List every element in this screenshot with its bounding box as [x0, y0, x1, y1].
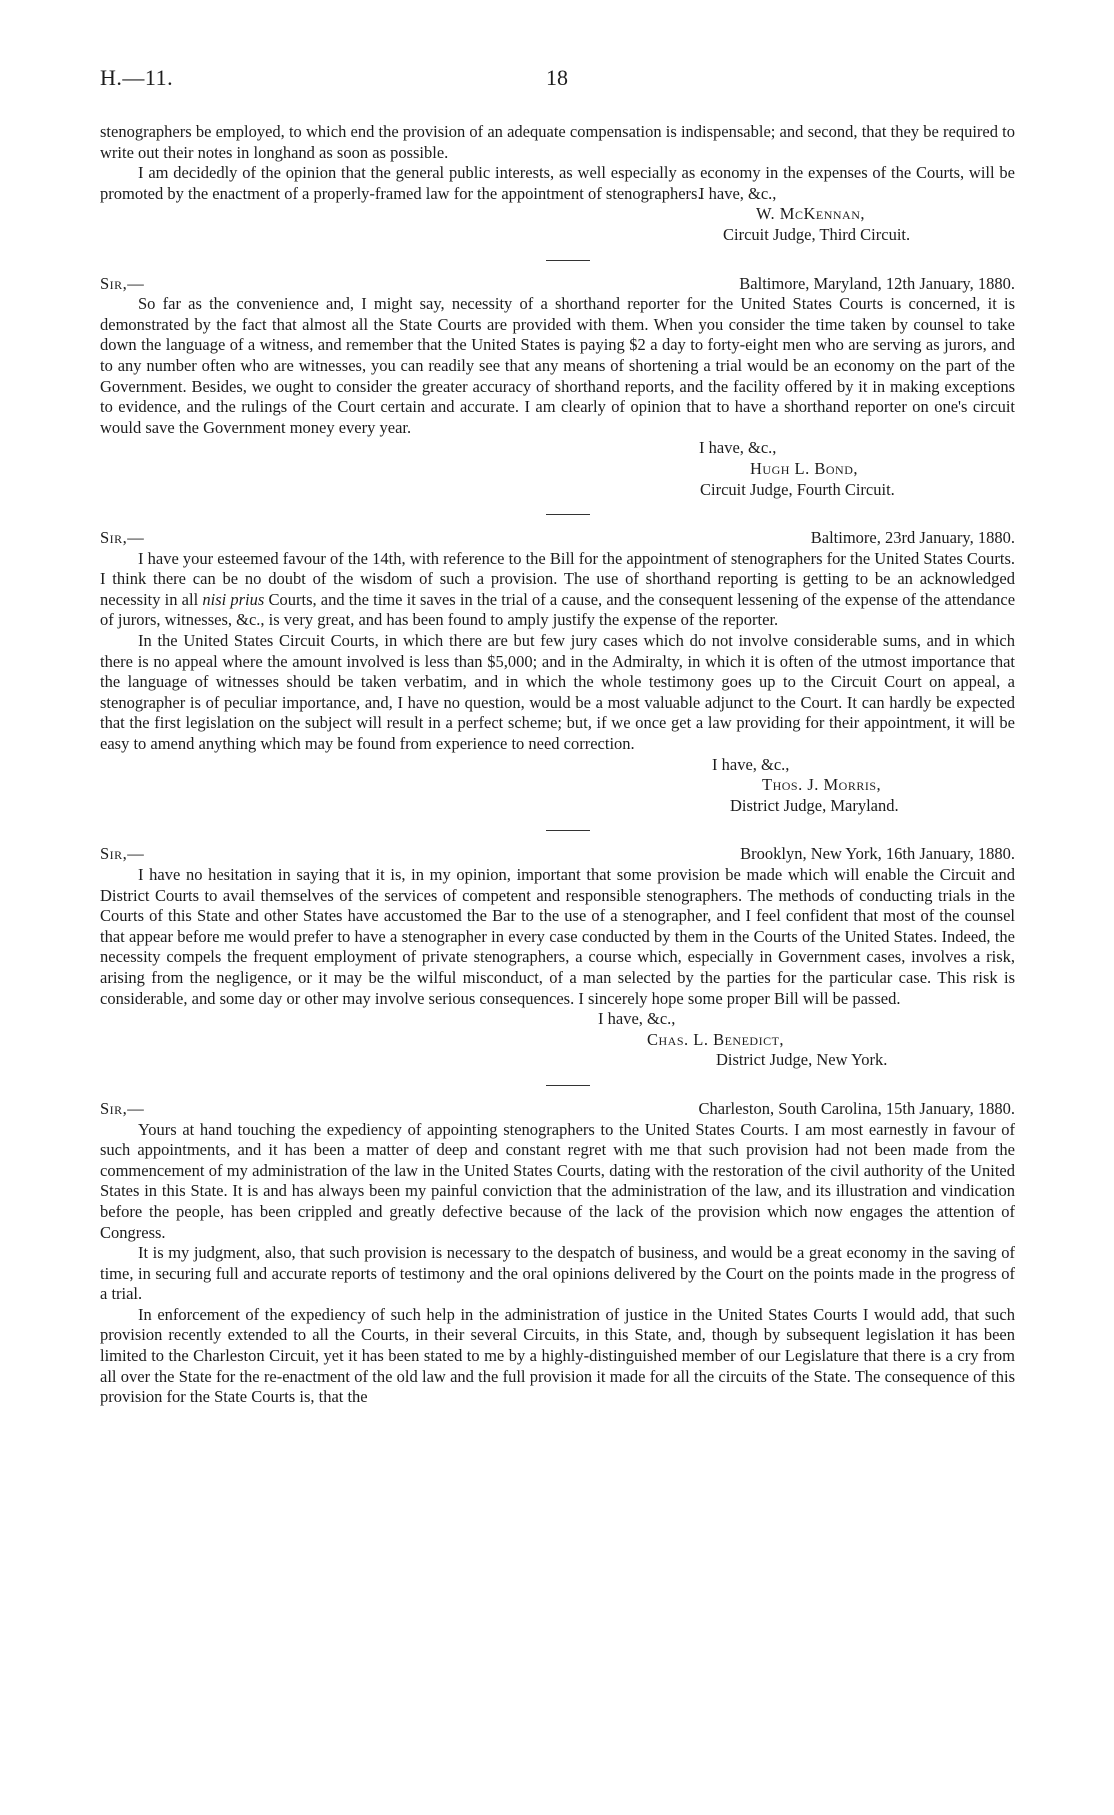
paragraph-text: Courts, and the time it saves in the trial of a cause, and the consequent lessening of the expense of the attendance of jurors, witnesses, &c., is very great, and has been found to amply justify the expense of the reporter. [100, 589, 1016, 630]
page-header [100, 65, 1014, 96]
paragraph: Yours at hand touching the expediency of appointing stenographers to the United States Courts. I am most earnestly in favour of such appointments, and it has been a matter of deep and constant regret with me that such provision had not been made from the commencement of my administration of the law in the United States Courts, dating with the restoration of the civil authority of the United States in this State. It is and has always been my painful conviction that the administration of the law, and its illustration and vindication before the people, has been crippled and greatly defective because of the lack of the provision which now engages the attention of Congress. [100, 1119, 1015, 1242]
signer-name: Thos. J. Morris, [762, 775, 882, 795]
letter-mckennan [100, 122, 1015, 246]
letter-bond [100, 274, 1015, 501]
paragraph [100, 549, 1015, 631]
section-divider [546, 1085, 590, 1086]
document-reference: H.—11. [100, 65, 174, 90]
closing: I have, &c., [712, 754, 790, 774]
section-divider [546, 830, 590, 831]
paragraph: So far as the convenience and, I might say, necessity of a shorthand reporter for the United States Courts is concerned, it is demonstrated by the fact that almost all the State Courts are provided with them. When you consider the time taken by counsel to take down the language of a witness, and remember that the United States is paying $2 a day to forty-eight men who are serving as jurors, and to any number often who are witnesses, you can readily see that any means of shortening a trial would be an economy on the part of the Government. Besides, we ought to consider the greater accuracy of shorthand reports, and the facility offered by it in making exceptions to evidence, and the rulings of the Court certain and accurate. I am clearly of opinion that to have a shorthand reporter on one's circuit would save the Government money every year. [100, 294, 1015, 437]
dateline: Brooklyn, New York, 16th January, 1880. [740, 844, 1015, 864]
section-divider [546, 260, 590, 261]
italic-term: nisi prius [202, 589, 265, 609]
paragraph: In enforcement of the expediency of such help in the administration of justice in the United States Courts I would add, that such provision recently extended to all the Courts, in their several Circuits, in this State, and, though by subsequent legislation it has been limited to the Charleston Circuit, yet it has been stated to me by a highly-distinguished member of our Legislature that there is a cry from all over the State for the re-enactment of the old law and the full provision it made for all the circuits of the State. The consequence of this provision for the State Courts is, that the [100, 1304, 1015, 1407]
paragraph: In the United States Circuit Courts, in which there are but few jury cases which do not involve considerable sums, and in which there is no appeal where the amount involved is less than $5,000; and in the Admiralty, in which it is often of the utmost importance that the language of witnesses should be taken verbatim, and in which the whole testimony goes up to the Circuit Court on appeal, a stenographer is of peculiar importance, and, I have no question, would be a most valuable adjunct to the Court. It can hardly be expected that the first legislation on the subject will result in a perfect scheme; but, if we once get a law providing for their appointment, it will be easy to amend anything which may be found from experience to need correction. [100, 631, 1015, 754]
paragraph-text: I have your esteemed favour of the 14th, with reference to the Bill for the appointment of stenographers for the United States Courts. I think there can be no doubt of the wisdom of such a provision. The use of shorthand reporting is getting to be an acknowledged necessity in all [100, 548, 1015, 609]
signer-title: District Judge, Maryland. [730, 795, 899, 815]
dateline: Baltimore, 23rd January, 1880. [810, 528, 1015, 548]
closing: I have, &c., [699, 438, 777, 458]
letter-benedict [100, 844, 1015, 1071]
signature-block [100, 1009, 1015, 1071]
paragraph: I am decidedly of the opinion that the general public interests, as well especially as economy in the expenses of the Courts, will be promoted by the enactment of a properly-framed law for the appointment of stenographers. [100, 163, 1015, 203]
signature-block [100, 438, 1015, 500]
dateline: Baltimore, Maryland, 12th January, 1880. [739, 273, 1015, 293]
salutation: Sir,— [100, 273, 145, 293]
salutation-row [100, 844, 1015, 865]
signer-name: Chas. L. Benedict, [647, 1029, 785, 1049]
section-divider [546, 514, 590, 515]
paragraph: I have no hesitation in saying that it is, in my opinion, important that some provision be made which will enable the Circuit and District Courts to avail themselves of the services of competent and responsible stenographers. The methods of conducting trials in the Courts of this State and other States have accustomed the Bar to the use of a stenographer, and I feel confident that most of the counsel that appear before me would prefer to have a stenographer in every case conducted by them in the Courts of the United States. Indeed, the necessity compels the frequent employment of private stenographers, a course which, especially in Government cases, involves a risk, arising from the negligence, or it may be the wilful misconduct, of a man selected by the parties for the particular case. This risk is considerable, and some day or other may involve serious consequences. I sincerely hope some proper Bill will be passed. [100, 865, 1015, 1008]
page-body [100, 122, 1015, 1408]
salutation: Sir,— [100, 844, 145, 864]
signer-title: Circuit Judge, Fourth Circuit. [700, 479, 895, 499]
signer-title: District Judge, New York. [716, 1050, 888, 1070]
page-number: 18 [546, 65, 568, 90]
letter-charleston [100, 1099, 1015, 1408]
signature-block [100, 755, 1015, 817]
paragraph: stenographers be employed, to which end the provision of an adequate compensation is indispensable; and second, that they be required to write out their notes in longhand as soon as possible. [100, 122, 1015, 162]
dateline: Charleston, South Carolina, 15th January, 1880. [698, 1098, 1015, 1118]
signer-name: Hugh L. Bond, [750, 458, 858, 478]
salutation-row [100, 274, 1015, 295]
signer-title: Circuit Judge, Third Circuit. [723, 224, 911, 244]
salutation: Sir,— [100, 1098, 145, 1118]
closing: I have, &c., [699, 183, 777, 203]
paragraph: It is my judgment, also, that such provision is necessary to the despatch of business, and would be a great economy in the saving of time, in securing full and accurate reports of testimony and the oral opinions delivered by the Court on the points made in the progress of a trial. [100, 1243, 1015, 1304]
letter-morris [100, 528, 1015, 816]
salutation-row [100, 528, 1015, 549]
signer-name: W. McKennan, [756, 204, 866, 224]
salutation: Sir,— [100, 528, 145, 548]
closing: I have, &c., [598, 1009, 676, 1029]
salutation-row [100, 1099, 1015, 1120]
